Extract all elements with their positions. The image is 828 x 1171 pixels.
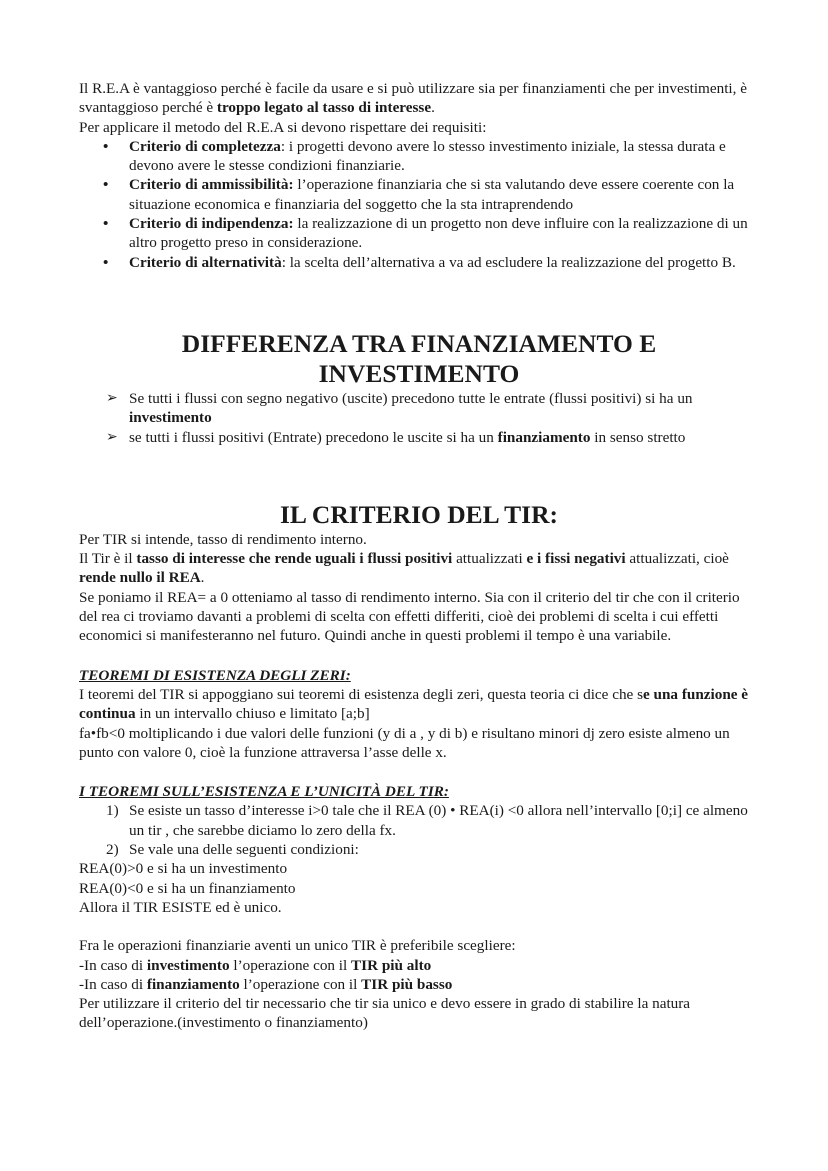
bullet-icon: • xyxy=(103,215,109,233)
tir-definition: Per TIR si intende, tasso di rendimento interno. xyxy=(79,530,367,548)
criterion-item xyxy=(79,137,759,176)
item-number: 1) xyxy=(106,802,119,820)
tir-rea-paragraph: Se poniamo il REA= a 0 otteniamo al tasso di rendimento interno. Sia con il criterio del tir che con il criterio del rea ci troviamo davanti a problemi di scelta con effetti differiti, cioè dei problemi di scelta i cui effetti economici si manifesteranno nel futuro. Quindi anche in questi problemi il tempo è una variabile. xyxy=(79,588,740,645)
tir-heading: IL CRITERIO DEL TIR: xyxy=(280,499,558,529)
rea-advantages-paragraph: Il R.E.A è vantaggioso perché è facile da usare e si può utilizzare sia per finanziamenti che per investimenti, è svantaggioso perché è troppo legato al tasso di interesse. xyxy=(79,80,747,117)
arrow-bullet-icon: ➢ xyxy=(106,390,118,406)
criterion-label: Criterio di indipendenza: xyxy=(129,215,294,233)
criterion-item xyxy=(79,253,759,272)
tir-explanation: Il Tir è il tasso di interesse che rende uguali i flussi positivi attualizzati e i fissi negativi attualizzati, cioè rende nullo il REA. xyxy=(79,550,729,587)
scelta-investimento: -In caso di investimento l’operazione con il TIR più alto xyxy=(79,956,432,974)
criterion-label: Criterio di alternatività xyxy=(129,253,282,271)
differenza-heading: DIFFERENZA TRA FINANZIAMENTO E INVESTIMENTO xyxy=(181,328,657,388)
document-page xyxy=(79,79,759,1033)
bullet-icon: • xyxy=(103,253,109,271)
criterion-text: : la scelta dell’alternativa a va ad escludere la realizzazione del progetto B. xyxy=(281,253,736,271)
bullet-icon: • xyxy=(103,176,109,194)
arrow-bullet-icon: ➢ xyxy=(106,429,118,445)
unicita-heading: I TEOREMI SULL’ESISTENZA E L’UNICITÀ DEL TIR: xyxy=(79,783,449,801)
zeri-heading: TEOREMI DI ESISTENZA DEGLI ZERI: xyxy=(79,666,351,684)
criterion-text: l’operazione finanziaria che si sta valutando deve essere coerente con la situazione economica e finanziaria del soggetto che la sta intraprendendo xyxy=(129,176,735,213)
scelta-conclusion: Per utilizzare il criterio del tir necessario che tir sia unico e devo essere in grado di stabilire la natura dell’operazione.(investimento o finanziamento) xyxy=(79,995,691,1032)
rea-requirements-intro: Per applicare il metodo del R.E.A si devono rispettare dei requisiti: xyxy=(79,118,487,136)
scelta-intro: Fra le operazioni finanziarie aventi un unico TIR è preferibile scegliere: xyxy=(79,937,516,955)
zeri-paragraph: I teoremi del TIR si appoggiano sui teoremi di esistenza degli zeri, questa teoria ci dice che se una funzione è continua in un intervallo chiuso e limitato [a;b] xyxy=(79,685,749,723)
conclusion-line: Allora il TIR ESISTE ed è unico. xyxy=(79,898,282,916)
criterion-item xyxy=(79,214,759,253)
criterion-text: la realizzazione di un progetto non deve influire con la realizzazione di un altro progetto preso in considerazione. xyxy=(129,215,748,252)
criterion-label: Criterio di ammissibilità: xyxy=(129,176,294,194)
bold-phrase: troppo legato al tasso di interesse xyxy=(216,99,432,117)
criterion-item xyxy=(79,175,759,214)
differenza-item: ➢ Se tutti i flussi con segno negativo (uscite) precedono tutte le entrate (flussi positivi) si ha un investimento xyxy=(106,389,693,427)
theorem-item: 1) Se esiste un tasso d’interesse i>0 tale che il REA (0) • REA(i) <0 allora nell’intervallo [0;i] ce almeno un tir , che sarebbe diciamo lo zero della fx. xyxy=(106,802,748,839)
criterion-label: Criterio di completezza xyxy=(129,137,281,155)
bullet-icon: • xyxy=(103,137,109,155)
condition-line: REA(0)<0 e si ha un finanziamento xyxy=(79,879,296,897)
item-number: 2) xyxy=(106,841,119,859)
theorem-item: 2) Se vale una delle seguenti condizioni: xyxy=(106,841,359,859)
zeri-formula-paragraph: fa•fb<0 moltiplicando i due valori delle funzioni (y di a , y di b) e risultano minori dj zero esiste almeno un punto con valore 0, cioè la funzione attraversa l’asse delle x. xyxy=(79,724,730,761)
differenza-item: ➢ se tutti i flussi positivi (Entrate) precedono le uscite si ha un finanziamento in senso stretto xyxy=(106,428,686,446)
scelta-finanziamento: -In caso di finanziamento l’operazione con il TIR più basso xyxy=(79,975,453,993)
condition-line: REA(0)>0 e si ha un investimento xyxy=(79,860,288,878)
criterion-text: : i progetti devono avere lo stesso investimento iniziale, la stessa durata e devono avere le stesse condizioni finanziarie. xyxy=(129,137,726,175)
